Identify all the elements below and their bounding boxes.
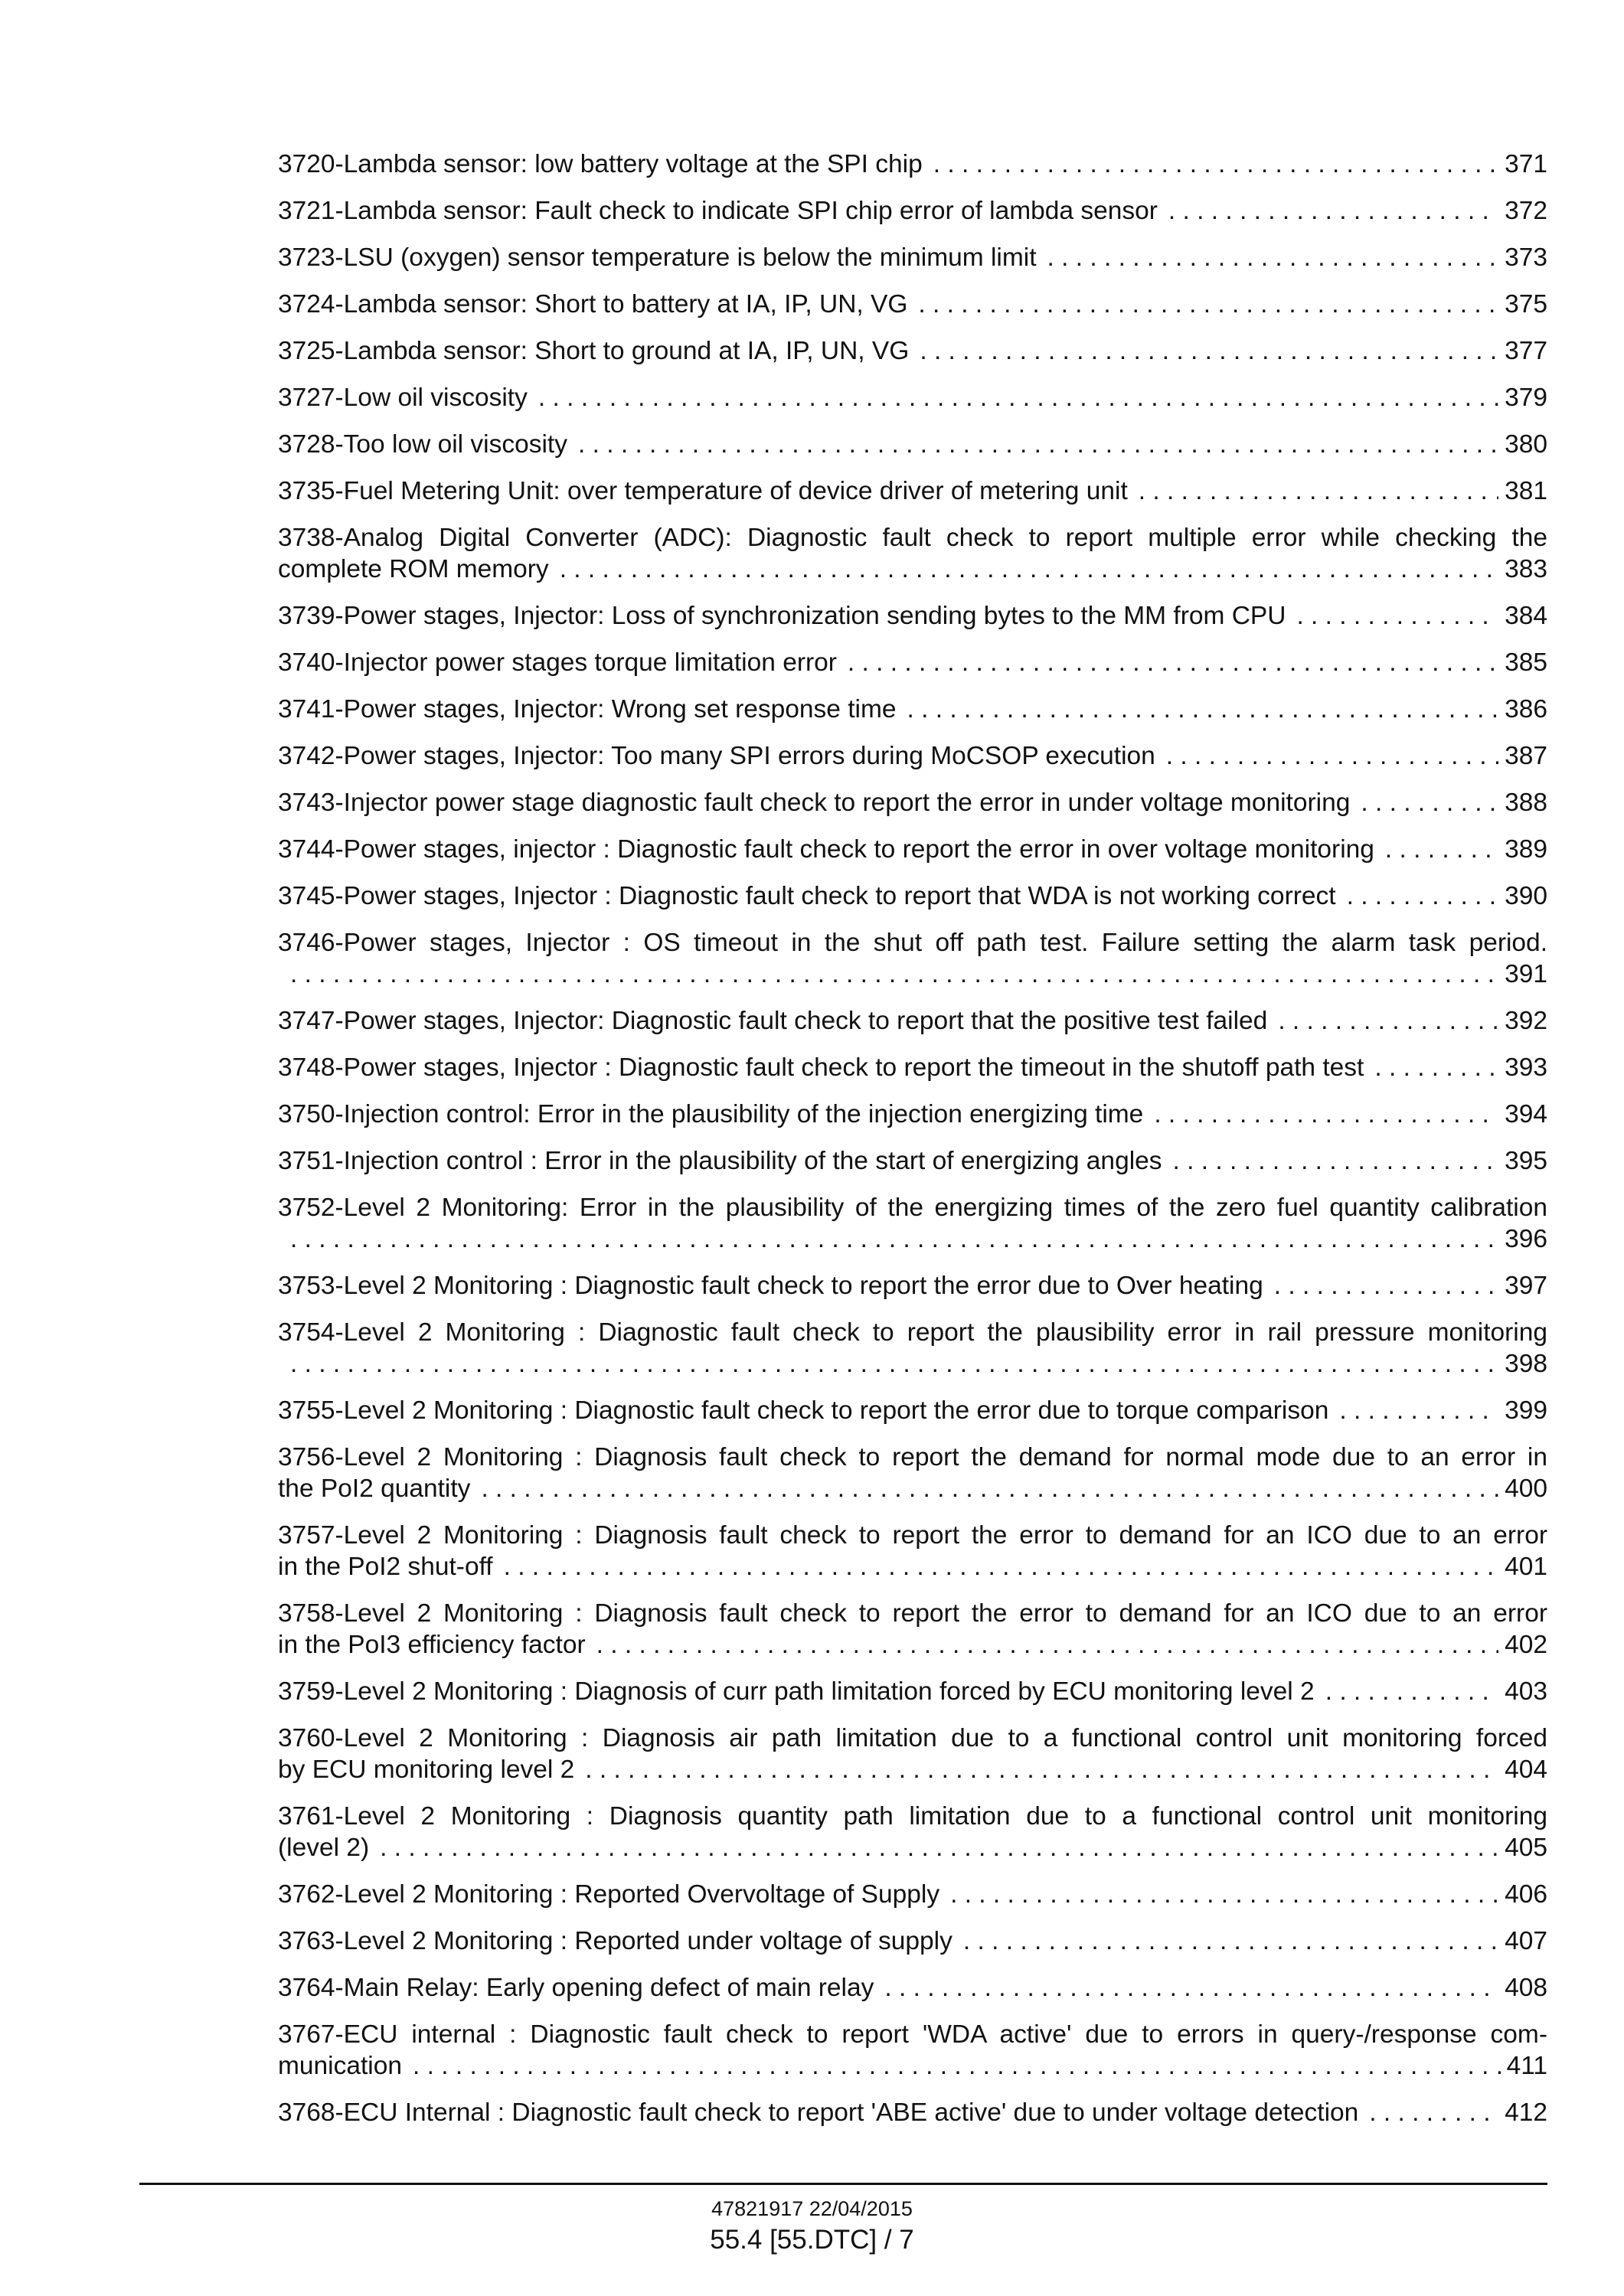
document-reference: 47821917 22/04/2015 — [711, 2197, 913, 2220]
toc-entry-page: 391 — [1505, 960, 1547, 988]
toc-entry-page: 372 — [1505, 197, 1547, 225]
toc-entry-title-continued: munication — [278, 2052, 403, 2080]
dot-leader — [290, 1348, 1498, 1380]
toc-entry-page: 396 — [1505, 1225, 1547, 1253]
toc-entry-title: 3725-Lambda sensor: Short to ground at IA, IP, UN, VG — [278, 337, 910, 365]
toc-entry-title-continued: (level 2) — [278, 1834, 370, 1862]
toc-entry-page: 387 — [1505, 742, 1547, 770]
toc-entry-page: 399 — [1505, 1396, 1547, 1425]
toc-entry-title: 3756-Level 2 Monitoring : Diagnosis fault check to report the demand for normal mode due to an error in — [278, 1443, 1547, 1471]
dot-leader — [884, 1972, 1498, 2004]
toc-entry-title: 3764-Main Relay: Early opening defect of main relay — [278, 1974, 874, 2002]
toc-entry-title-continued: in the PoI3 efficiency factor — [278, 1631, 586, 1659]
toc-entry-title: 3760-Level 2 Monitoring : Diagnosis air path limitation due to a functional control unit monitoring forced — [278, 1724, 1547, 1752]
toc-entry — [278, 1723, 1547, 1785]
dot-leader — [1361, 787, 1498, 818]
dot-leader — [560, 554, 1498, 585]
toc-entry-title: 3763-Level 2 Monitoring : Reported under voltage of supply — [278, 1927, 953, 1955]
dot-leader — [290, 1223, 1498, 1255]
toc-entry-title: 3727-Low oil viscosity — [278, 384, 528, 412]
dot-leader — [1325, 1676, 1498, 1707]
toc-entry-title: 3747-Power stages, Injector: Diagnostic fault check to report that the positive test failed — [278, 1007, 1268, 1035]
toc-entry-title: 3758-Level 2 Monitoring : Diagnosis fault check to report the error to demand for an ICO due to an error — [278, 1599, 1547, 1628]
toc-entry — [278, 600, 1547, 632]
dot-leader — [1274, 1270, 1498, 1302]
toc-entry — [278, 1145, 1547, 1177]
toc-entry-page: 377 — [1505, 337, 1547, 365]
dot-leader — [963, 1925, 1498, 1957]
dot-leader — [1278, 1005, 1498, 1037]
toc-entry-title: 3767-ECU internal : Diagnostic fault check to report 'WDA active' due to errors in query-/response com- — [278, 2020, 1547, 2049]
toc-entry-title: 3740-Injector power stages torque limitation error — [278, 648, 837, 677]
toc-entry — [278, 1520, 1547, 1582]
toc-entry — [278, 694, 1547, 725]
toc-entry-title: 3755-Level 2 Monitoring : Diagnostic fault check to report the error due to torque comparison — [278, 1396, 1329, 1425]
toc-entry-title-continued: complete ROM memory — [278, 555, 549, 583]
toc-entry — [278, 475, 1547, 507]
toc-entry-page: 390 — [1505, 882, 1547, 910]
toc-entry — [278, 2019, 1547, 2082]
dot-leader — [1374, 1052, 1498, 1083]
page-number: 55.4 [55.DTC] / 7 — [710, 2225, 914, 2255]
dot-leader — [1339, 1395, 1498, 1426]
toc-entry-title: 3743-Injector power stage diagnostic fault check to report the error in under voltage monitoring — [278, 789, 1351, 817]
dot-leader — [1168, 195, 1498, 227]
toc-entry — [278, 787, 1547, 818]
toc-entry — [278, 1676, 1547, 1707]
toc-entry — [278, 1099, 1547, 1130]
toc-entry-page: 388 — [1505, 789, 1547, 817]
toc-entry — [278, 522, 1547, 585]
toc-entry-title: 3739-Power stages, Injector: Loss of synchronization sending bytes to the MM from CPU — [278, 602, 1286, 630]
toc-entry — [278, 1395, 1547, 1426]
table-of-contents — [278, 149, 1547, 2144]
toc-entry-title: 3746-Power stages, Injector : OS timeout in the shut off path test. Failure setting the alarm task period. — [278, 929, 1547, 957]
toc-entry-title: 3745-Power stages, Injector : Diagnostic fault check to report that WDA is not working correct — [278, 882, 1336, 910]
toc-entry-page: 371 — [1505, 150, 1547, 178]
toc-entry-page: 407 — [1505, 1927, 1547, 1955]
dot-leader — [504, 1551, 1498, 1582]
toc-entry — [278, 1270, 1547, 1302]
toc-entry-page: 408 — [1505, 1974, 1547, 2002]
toc-entry-page: 404 — [1505, 1755, 1547, 1784]
dot-leader — [481, 1473, 1498, 1504]
toc-entry — [278, 1005, 1547, 1037]
dot-leader — [1347, 880, 1499, 912]
toc-entry — [278, 149, 1547, 180]
toc-entry-title: 3742-Power stages, Injector: Too many SPI errors during MoCSOP execution — [278, 742, 1155, 770]
toc-entry-page: 373 — [1505, 243, 1547, 272]
toc-entry-page: 384 — [1505, 602, 1547, 630]
toc-entry-title-continued: the PoI2 quantity — [278, 1475, 471, 1503]
toc-entry-title: 3735-Fuel Metering Unit: over temperature of device driver of metering unit — [278, 477, 1128, 505]
toc-entry-page: 393 — [1505, 1053, 1547, 1082]
toc-entry-title: 3750-Injection control: Error in the plausibility of the injection energizing time — [278, 1100, 1144, 1128]
dot-leader — [413, 2050, 1501, 2082]
toc-entry-title: 3748-Power stages, Injector : Diagnostic fault check to report the timeout in the shutoff path test — [278, 1053, 1364, 1082]
dot-leader — [538, 382, 1498, 413]
toc-entry — [278, 335, 1547, 367]
toc-entry-page: 379 — [1505, 384, 1547, 412]
toc-entry — [278, 1442, 1547, 1504]
toc-entry-page: 402 — [1505, 1631, 1547, 1659]
toc-entry-title-continued: by ECU monitoring level 2 — [278, 1755, 575, 1784]
toc-entry-page: 392 — [1505, 1007, 1547, 1035]
toc-entry-page: 406 — [1505, 1880, 1547, 1909]
dot-leader — [920, 335, 1498, 367]
toc-entry-title: 3752-Level 2 Monitoring: Error in the plausibility of the energizing times of the zero fuel quantity calibration — [278, 1194, 1547, 1222]
toc-entry-page: 394 — [1505, 1100, 1547, 1128]
toc-entry — [278, 429, 1547, 460]
toc-entry-title: 3751-Injection control : Error in the plausibility of the start of energizing angles — [278, 1147, 1162, 1175]
toc-entry — [278, 880, 1547, 912]
toc-entry-title: 3721-Lambda sensor: Fault check to indicate SPI chip error of lambda sensor — [278, 197, 1158, 225]
toc-entry-title: 3757-Level 2 Monitoring : Diagnosis fault check to report the error to demand for an ICO due to an error — [278, 1521, 1547, 1550]
toc-entry-title: 3768-ECU Internal : Diagnostic fault check to report 'ABE active' due to under voltage detection — [278, 2098, 1359, 2127]
dot-leader — [1047, 242, 1499, 273]
toc-entry-page: 383 — [1505, 555, 1547, 583]
toc-entry-page: 412 — [1505, 2098, 1547, 2127]
toc-entry-title: 3759-Level 2 Monitoring : Diagnosis of curr path limitation forced by ECU monitoring level 2 — [278, 1677, 1315, 1706]
toc-entry — [278, 1972, 1547, 2004]
toc-entry-title-continued: in the PoI2 shut-off — [278, 1553, 493, 1581]
dot-leader — [1154, 1099, 1498, 1130]
toc-entry-page: 389 — [1505, 835, 1547, 864]
toc-entry-title: 3744-Power stages, injector : Diagnostic fault check to report the error in over voltage monitoring — [278, 835, 1374, 864]
toc-entry-page: 395 — [1505, 1147, 1547, 1175]
toc-entry-page: 386 — [1505, 695, 1547, 723]
dot-leader — [918, 289, 1498, 320]
toc-entry-page: 380 — [1505, 430, 1547, 459]
toc-entry-title: 3724-Lambda sensor: Short to battery at IA, IP, UN, VG — [278, 290, 908, 318]
toc-entry — [278, 1052, 1547, 1083]
toc-entry-page: 405 — [1505, 1834, 1547, 1862]
toc-entry-page: 375 — [1505, 290, 1547, 318]
toc-entry-title: 3738-Analog Digital Converter (ADC): Diagnostic fault check to report multiple error while checking the — [278, 524, 1547, 552]
toc-entry — [278, 242, 1547, 273]
toc-entry-title: 3728-Too low oil viscosity — [278, 430, 567, 459]
toc-entry — [278, 289, 1547, 320]
dot-leader — [907, 694, 1499, 725]
toc-entry-title: 3723-LSU (oxygen) sensor temperature is below the minimum limit — [278, 243, 1037, 272]
toc-entry-page: 397 — [1505, 1272, 1547, 1300]
toc-entry — [278, 1925, 1547, 1957]
dot-leader — [578, 429, 1498, 460]
toc-entry — [278, 740, 1547, 772]
toc-entry — [278, 382, 1547, 413]
toc-entry-title: 3762-Level 2 Monitoring : Reported Overvoltage of Supply — [278, 1880, 940, 1909]
toc-entry-title: 3741-Power stages, Injector: Wrong set response time — [278, 695, 897, 723]
toc-entry — [278, 195, 1547, 227]
dot-leader — [1139, 475, 1498, 507]
toc-entry-page: 403 — [1505, 1677, 1547, 1706]
toc-entry-title: 3761-Level 2 Monitoring : Diagnosis quantity path limitation due to a functional control unit monitoring — [278, 1802, 1547, 1831]
toc-entry — [278, 1598, 1547, 1661]
toc-entry — [278, 1801, 1547, 1863]
toc-entry-title: 3720-Lambda sensor: low battery voltage at the SPI chip — [278, 150, 923, 178]
toc-entry-page: 381 — [1505, 477, 1547, 505]
toc-entry-page: 411 — [1506, 2052, 1547, 2080]
dot-leader — [290, 959, 1498, 990]
toc-entry-page: 385 — [1505, 648, 1547, 677]
toc-entry — [278, 927, 1547, 990]
dot-leader — [585, 1754, 1498, 1785]
toc-entry — [278, 1192, 1547, 1255]
toc-entry — [278, 2097, 1547, 2128]
dot-leader — [848, 647, 1498, 678]
dot-leader — [1369, 2097, 1498, 2128]
dot-leader — [933, 149, 1498, 180]
toc-entry-title: 3754-Level 2 Monitoring : Diagnostic fault check to report the plausibility error in rail pressure monitoring — [278, 1318, 1547, 1347]
toc-entry — [278, 1317, 1547, 1380]
dot-leader — [1173, 1145, 1499, 1177]
toc-entry-page: 400 — [1505, 1475, 1547, 1503]
toc-entry — [278, 647, 1547, 678]
dot-leader — [1385, 834, 1498, 865]
footer-divider — [139, 2183, 1547, 2185]
dot-leader — [596, 1629, 1498, 1661]
toc-entry — [278, 1879, 1547, 1910]
dot-leader — [380, 1832, 1498, 1863]
dot-leader — [950, 1879, 1498, 1910]
toc-entry-page: 401 — [1505, 1553, 1547, 1581]
toc-entry-title: 3753-Level 2 Monitoring : Diagnostic fault check to report the error due to Over heating — [278, 1272, 1263, 1300]
toc-entry — [278, 834, 1547, 865]
dot-leader — [1166, 740, 1498, 772]
toc-entry-page: 398 — [1505, 1350, 1547, 1378]
dot-leader — [1296, 600, 1498, 632]
